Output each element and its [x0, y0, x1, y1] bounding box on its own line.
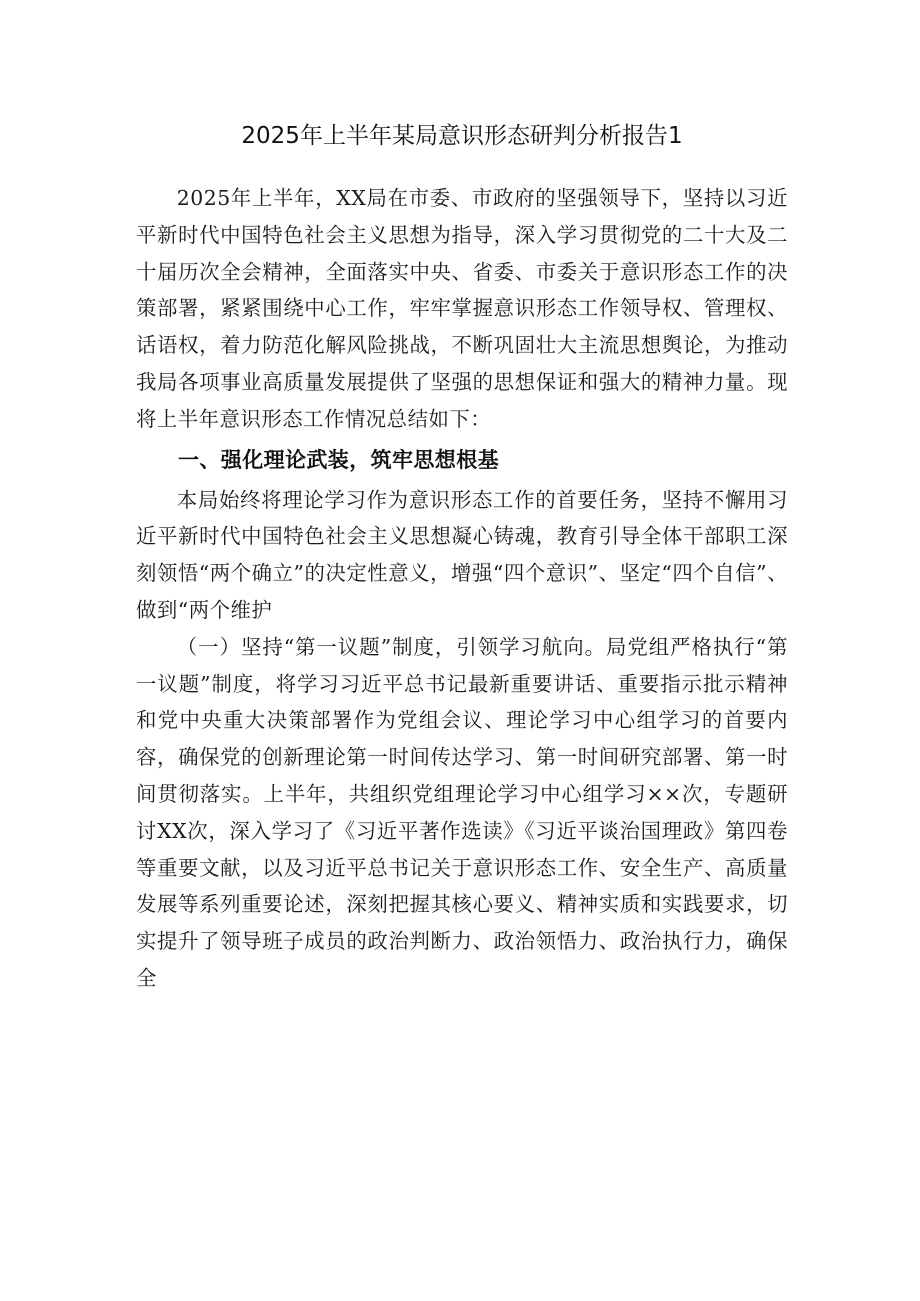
section-1-paragraph: 本局始终将理论学习作为意识形态工作的首要任务，坚持不懈用习近平新时代中国特色社会主义思想凝心铸魂，教育引导全体干部职工深刻领悟“两个确立”的决定性意义，增强“四个意识”、坚定“四个自信”、做到“两个维护 [136, 487, 788, 622]
subsection-1-paragraph: （一）坚持“第一议题”制度，引领学习航向。局党组严格执行“第一议题”制度，将学习习近平总书记最新重要讲话、重要指示批示精神和党中央重大决策部署作为党组会议、理论学习中心组学习的首要内容，确保党的创新理论第一时间传达学习、第一时间研究部署、第一时间贯彻落实。上半年，共组织党组理论学习中心组学习××次，专题研讨XX次，深入学习了《习近平著作选读》《习近平谈治国理政》第四卷等重要文献，以及习近平总书记关于意识形态工作、安全生产、高质量发展等系列重要论述，深刻把握其核心要义、精神实质和实践要求，切实提升了领导班子成员的政治判断力、政治领悟力、政治执行力，确保全 [136, 634, 788, 990]
document-body [136, 108, 788, 997]
document-title: 2025年上半年某局意识形态研判分析报告1 [241, 123, 683, 149]
section-heading-1: 一、强化理论武装，筑牢思想根基 [178, 447, 499, 472]
intro-paragraph: 2025年上半年，XX局在市委、市政府的坚强领导下，坚持以习近平新时代中国特色社会主义思想为指导，深入学习贯彻党的二十大及二十届历次全会精神，全面落实中央、省委、市委关于意识形态工作的决策部署，紧紧围绕中心工作，牢牢掌握意识形态工作领导权、管理权、话语权，着力防范化解风险挑战，不断巩固壮大主流思想舆论，为推动我局各项事业高质量发展提供了坚强的思想保证和强大的精神力量。现将上半年意识形态工作情况总结如下： [136, 186, 788, 431]
